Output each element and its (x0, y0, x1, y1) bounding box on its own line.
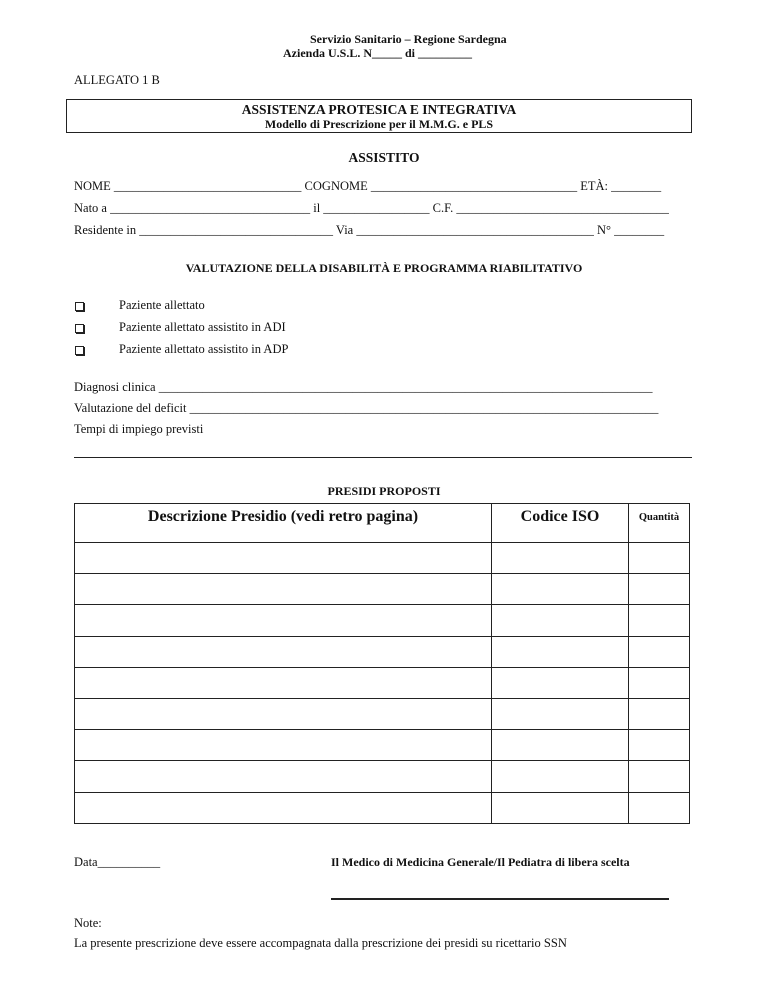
presidi-heading: PRESIDI PROPOSTI (327, 484, 441, 498)
column-header-descrizione: Descrizione Presidio (vedi retro pagina) (75, 504, 492, 543)
cell-quantita[interactable] (629, 574, 690, 605)
cell-codice-iso[interactable] (492, 698, 629, 729)
cell-quantita[interactable] (629, 730, 690, 761)
cell-descrizione[interactable] (75, 698, 492, 729)
cell-codice-iso[interactable] (492, 636, 629, 667)
column-header-codice-iso: Codice ISO (492, 504, 629, 543)
checkbox-allettato-adi[interactable] (75, 324, 84, 333)
cell-codice-iso[interactable] (492, 543, 629, 574)
option-label-allettato: Paziente allettato (119, 298, 205, 312)
cell-quantita[interactable] (629, 698, 690, 729)
tempi-impiego-line[interactable] (74, 457, 692, 458)
cell-descrizione[interactable] (75, 730, 492, 761)
document-subtitle: Modello di Prescrizione per il M.M.G. e PLS (264, 117, 494, 131)
assistito-row-residence[interactable]: Residente in _______________________________ Via ______________________________________ N° ________ (74, 223, 665, 237)
checkbox-allettato-adp[interactable] (75, 346, 84, 355)
note-label: Note: (74, 916, 102, 930)
option-label-allettato-adp: Paziente allettato assistito in ADP (119, 342, 289, 356)
diagnosi-clinica-field[interactable]: Diagnosi clinica _______________________________________________________________________________ (74, 380, 653, 394)
header-line-1: Servizio Sanitario – Regione Sardegna (310, 32, 507, 46)
table-row (75, 792, 690, 823)
table-row (75, 605, 690, 636)
cell-quantita[interactable] (629, 792, 690, 823)
data-field[interactable]: Data__________ (74, 855, 161, 869)
cell-descrizione[interactable] (75, 543, 492, 574)
cell-descrizione[interactable] (75, 761, 492, 792)
allegato-label: ALLEGATO 1 B (74, 73, 160, 87)
note-text: La presente prescrizione deve essere accompagnata dalla prescrizione dei presidi su ricettario SSN (74, 936, 567, 950)
medico-label: Il Medico di Medicina Generale/Il Pediatra di libera scelta (331, 855, 630, 869)
valutazione-deficit-field[interactable]: Valutazione del deficit ___________________________________________________________________________ (74, 401, 659, 415)
assistito-row-birth[interactable]: Nato a ________________________________ il _________________ C.F. __________________________________ (74, 201, 669, 215)
cell-descrizione[interactable] (75, 605, 492, 636)
cell-quantita[interactable] (629, 636, 690, 667)
title-box (66, 99, 692, 133)
cell-quantita[interactable] (629, 761, 690, 792)
cell-codice-iso[interactable] (492, 761, 629, 792)
cell-quantita[interactable] (629, 605, 690, 636)
cell-codice-iso[interactable] (492, 574, 629, 605)
cell-codice-iso[interactable] (492, 605, 629, 636)
signature-line[interactable] (331, 898, 669, 900)
table-row (75, 730, 690, 761)
cell-codice-iso[interactable] (492, 792, 629, 823)
assistito-heading: ASSISTITO (348, 150, 420, 165)
tempi-impiego-label: Tempi di impiego previsti (74, 422, 204, 436)
cell-descrizione[interactable] (75, 667, 492, 698)
cell-quantita[interactable] (629, 543, 690, 574)
table-row (75, 761, 690, 792)
valutazione-heading: VALUTAZIONE DELLA DISABILITÀ E PROGRAMMA RIABILITATIVO (185, 261, 583, 275)
checkbox-allettato[interactable] (75, 302, 84, 311)
table-row (75, 636, 690, 667)
assistito-row-name[interactable]: NOME ______________________________ COGNOME _________________________________ ETÀ: ________ (74, 179, 662, 193)
table-row (75, 543, 690, 574)
cell-descrizione[interactable] (75, 636, 492, 667)
table-row (75, 698, 690, 729)
presidi-table (74, 503, 690, 824)
cell-descrizione[interactable] (75, 792, 492, 823)
column-header-quantita: Quantità (629, 504, 690, 543)
cell-quantita[interactable] (629, 667, 690, 698)
cell-codice-iso[interactable] (492, 730, 629, 761)
header-line-2: Azienda U.S.L. N_____ di _________ (283, 46, 473, 60)
document-title: ASSISTENZA PROTESICA E INTEGRATIVA (241, 102, 517, 117)
option-label-allettato-adi: Paziente allettato assistito in ADI (119, 320, 286, 334)
cell-descrizione[interactable] (75, 574, 492, 605)
cell-codice-iso[interactable] (492, 667, 629, 698)
table-header-row (75, 504, 690, 543)
table-row (75, 667, 690, 698)
table-row (75, 574, 690, 605)
